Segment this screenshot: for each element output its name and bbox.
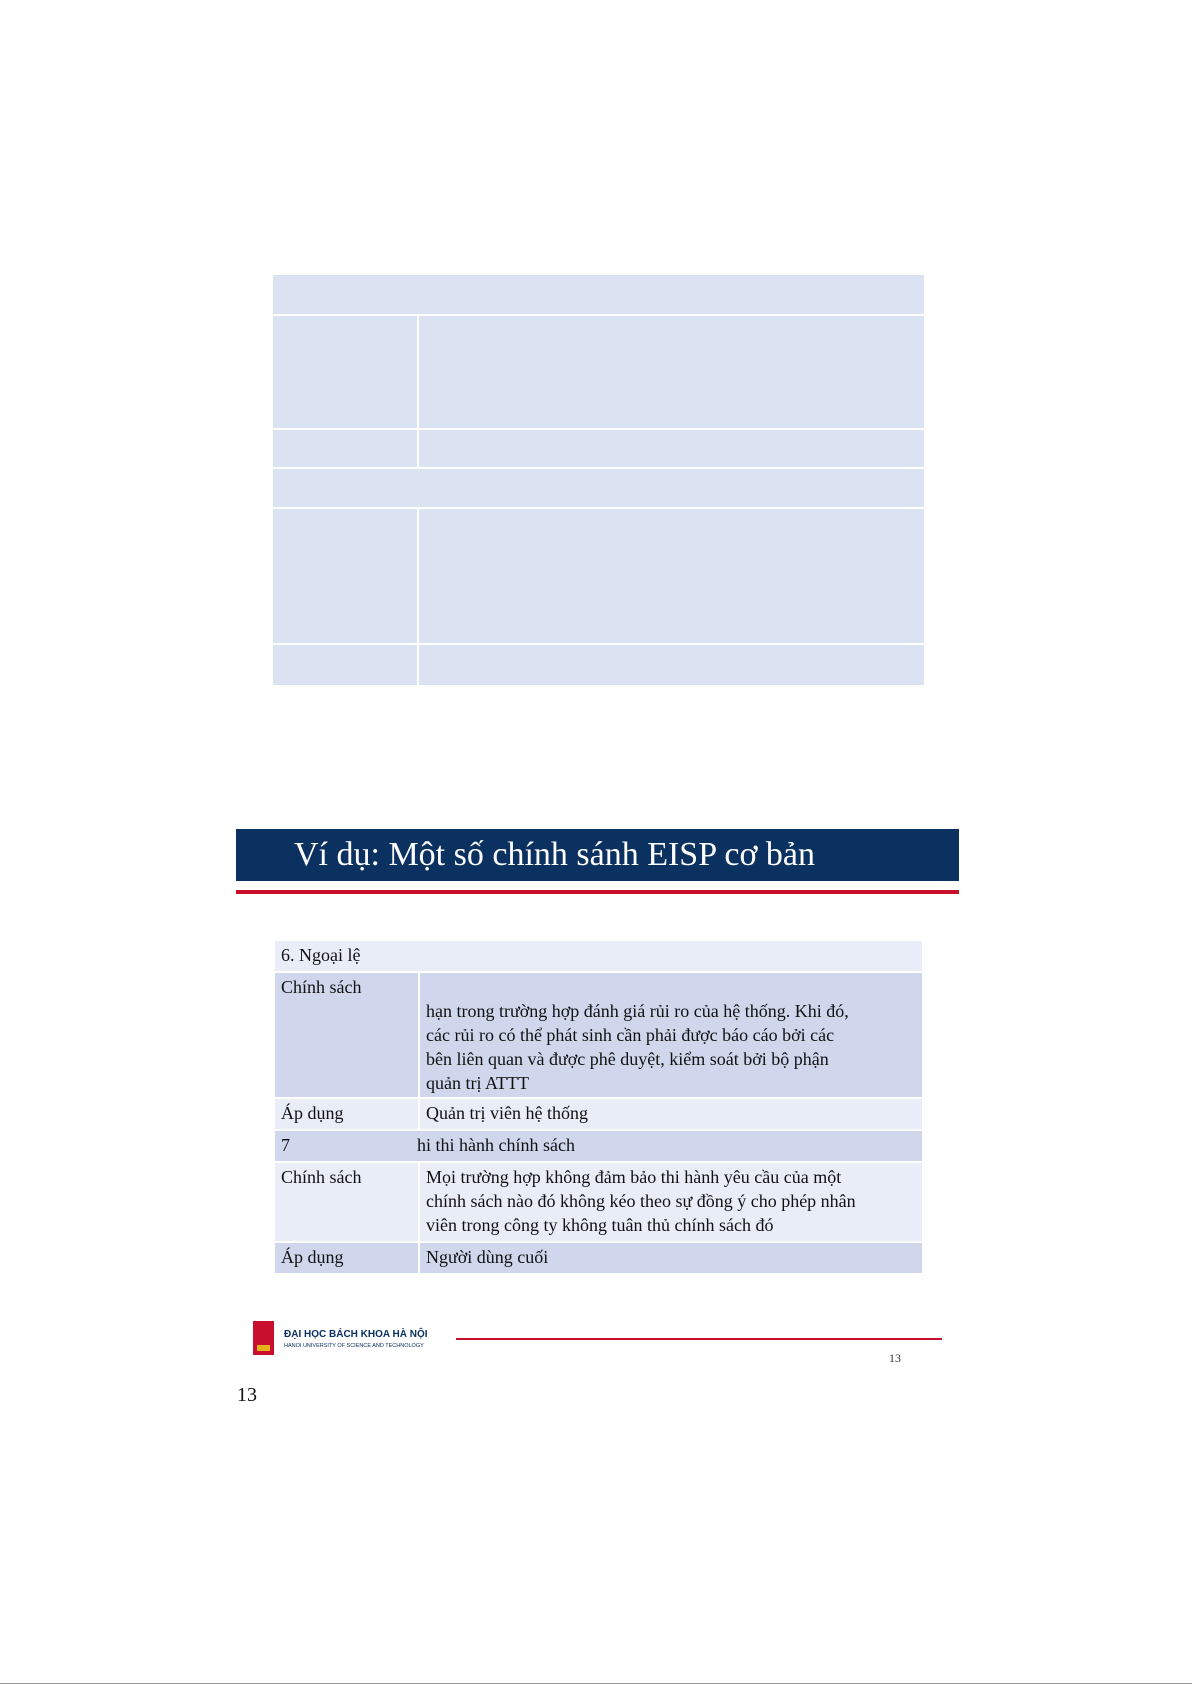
- row-value: Quản trị viên hệ thống: [419, 1098, 923, 1130]
- university-name: ĐẠI HỌC BÁCH KHOA HÀ NỘI: [284, 1329, 428, 1340]
- table-row: [274, 1130, 923, 1162]
- policy-line: bên liên quan và được phê duyệt, kiểm soát bởi bộ phận: [426, 1049, 829, 1069]
- slide-title: Ví dụ: Một số chính sánh EISP cơ bản: [294, 836, 816, 873]
- title-underline: [236, 890, 959, 894]
- row-label: Áp dụng: [274, 1242, 419, 1274]
- section-title: hi thi hành chính sách: [417, 1135, 575, 1155]
- empty-table-divider: [273, 467, 924, 469]
- policy-line: Mọi trường hợp không đảm bảo thi hành yêu cầu của một: [426, 1167, 842, 1187]
- policy-table: [273, 939, 924, 1275]
- page-number: 13: [237, 1384, 257, 1406]
- row-value: [419, 1162, 923, 1242]
- policy-line: các rủi ro có thể phát sinh cần phải được báo cáo bởi các: [426, 1025, 835, 1045]
- section-number: 7: [281, 1135, 290, 1155]
- slide-number: 13: [889, 1351, 901, 1365]
- row-label: Chính sách: [274, 972, 419, 1098]
- footer-divider: [456, 1338, 942, 1340]
- empty-table-column-divider: [417, 316, 419, 467]
- slide-title-bar: [236, 829, 959, 881]
- policy-line: quản trị ATTT: [426, 1073, 529, 1093]
- logo-accent: [257, 1345, 270, 1351]
- table-row: [274, 1242, 923, 1274]
- university-name-en: HANOI UNIVERSITY OF SCIENCE AND TECHNOLOGY: [284, 1343, 424, 1349]
- table-row: [274, 1162, 923, 1242]
- section-header-exceptions: 6. Ngoại lệ: [274, 940, 923, 972]
- empty-table-divider: [273, 643, 924, 645]
- section-header-enforcement: [274, 1130, 923, 1162]
- row-value: [419, 972, 923, 1098]
- empty-table-divider: [273, 314, 924, 316]
- row-label: Chính sách: [274, 1162, 419, 1242]
- table-row: [274, 940, 923, 972]
- row-label: Áp dụng: [274, 1098, 419, 1130]
- row-value: Người dùng cuối: [419, 1242, 923, 1274]
- empty-table-divider: [273, 428, 924, 430]
- empty-table-body: [273, 275, 924, 685]
- policy-line: viên trong công ty không tuân thủ chính sách đó: [426, 1215, 774, 1235]
- table-row: [274, 1098, 923, 1130]
- university-logo-icon: [253, 1321, 274, 1355]
- policy-line: chính sách nào đó không kéo theo sự đồng ý cho phép nhân: [426, 1191, 856, 1211]
- policy-line: hạn trong trường hợp đánh giá rủi ro của hệ thống. Khi đó,: [426, 1001, 849, 1021]
- table-row: [274, 972, 923, 1098]
- empty-table-column-divider: [417, 509, 419, 685]
- empty-table-divider: [273, 507, 924, 509]
- page-bottom-rule: [0, 1683, 1192, 1684]
